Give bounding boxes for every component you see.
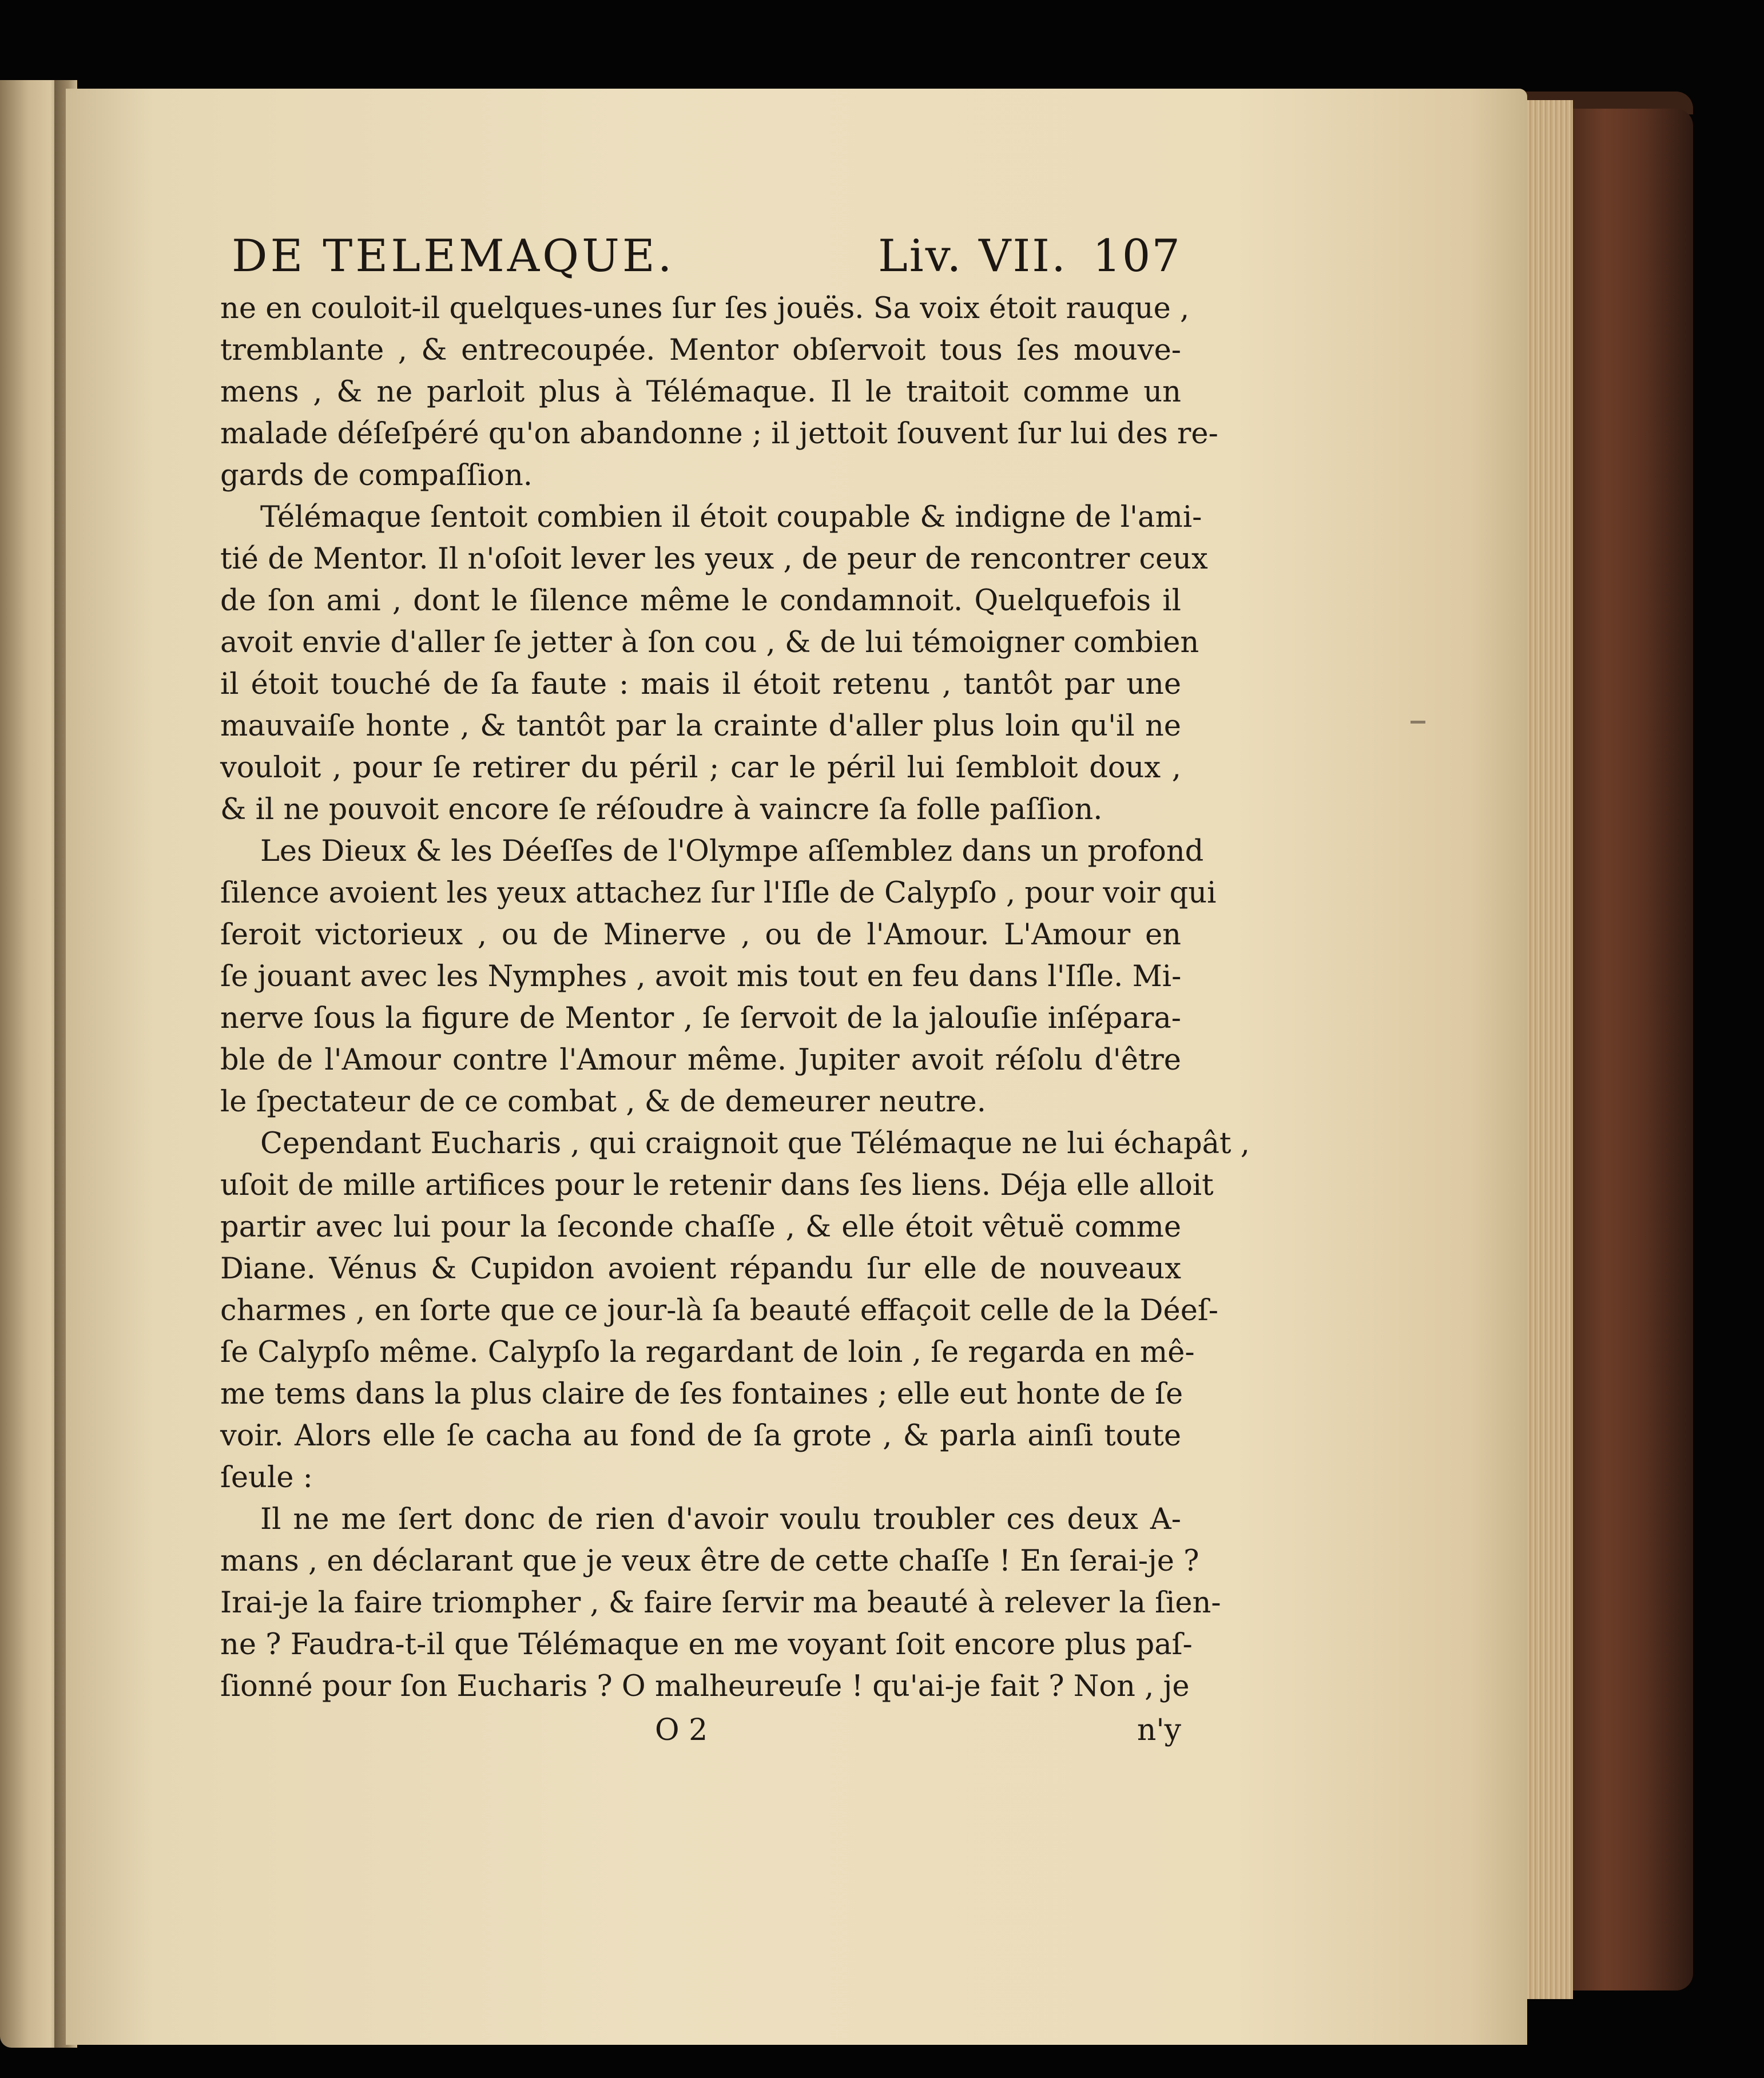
text-line: avoit envie d'aller ſe jetter à ſon cou , & de lui témoigner combien [220,626,1199,659]
page-number: 107 [1092,231,1181,282]
text-line: Les Dieux & les Déeſſes de l'Olympe aſſemblez dans un profond [260,835,1204,868]
text-line: mans , en déclarant que je veux être de cette chaſſe ! En ſerai-je ? [220,1544,1199,1578]
running-title: DE TELEMAQUE. [232,231,675,282]
signature-mark: O 2 [655,1713,708,1747]
text-line: charmes , en ſorte que ce jour-là ſa beauté effaçoit celle de la Déeſ- [220,1294,1219,1328]
previous-page-edge [0,80,63,2048]
page-text-block [220,220,1250,1759]
text-line: ſe jouant avec les Nymphes , avoit mis tout en feu dans l'Iſle. Mi- [220,960,1182,994]
text-line: Irai-je la faire triompher , & faire ſervir ma beauté à relever la ſien- [220,1586,1221,1620]
text-line: Il ne me ſert donc de rien d'avoir voulu troubler ces deux A- [260,1503,1181,1536]
text-line: mauvaiſe honte , & tantôt par la crainte d'aller plus loin qu'il ne [220,709,1181,743]
text-line: malade déſeſpéré qu'on abandonne ; il jettoit ſouvent ſur lui des re- [220,417,1218,451]
text-line: & il ne pouvoit encore ſe réſoudre à vaincre ſa folle paſſion. [220,793,1103,827]
text-line: Télémaque ſentoit combien il étoit coupable & indigne de l'ami- [260,500,1202,534]
catchword: n'y [1137,1713,1181,1747]
text-line: de ſon ami , dont le ſilence même le condamnoit. Quelquefois il [220,584,1181,618]
text-line: ſeroit victorieux , ou de Minerve , ou de l'Amour. L'Amour en [220,918,1181,952]
text-line: partir avec lui pour la ſeconde chaſſe , & elle étoit vêtuë comme [220,1210,1181,1244]
running-header [220,220,1181,288]
text-line: le ſpectateur de ce combat , & de demeurer neutre. [220,1085,986,1119]
text-line: voir. Alors elle ſe cacha au fond de ſa grote , & parla ainſi toute [220,1419,1181,1453]
page-edges [1521,100,1573,1999]
text-line: nerve ſous la figure de Mentor , ſe ſervoit de la jalouſie inſépara- [220,1002,1181,1035]
text-line: ble de l'Amour contre l'Amour même. Jupiter avoit réſolu d'être [220,1043,1181,1077]
text-line: ſeule : [220,1461,313,1495]
text-line: il étoit touché de ſa faute : mais il étoit retenu , tantôt par une [220,667,1181,701]
text-line: gards de compaſſion. [220,459,533,492]
text-line: ſionné pour ſon Eucharis ? O malheureuſe ! qu'ai-je fait ? Non , je [220,1670,1190,1703]
text-line: ne ? Faudra-t-il que Télémaque en me voyant ſoit encore plus paſ- [220,1628,1193,1662]
text-line: ne en couloit-il quelques-unes ſur ſes jouës. Sa voix étoit rauque , [220,292,1190,325]
text-line: ſilence avoient les yeux attachez ſur l'Iſle de Calypſo , pour voir qui [220,876,1217,910]
text-line: Cependant Eucharis , qui craignoit que Télémaque ne lui échapât , [260,1127,1250,1161]
page-footer [220,1713,1181,1759]
text-line: mens , & ne parloit plus à Télémaque. Il le traitoit comme un [220,375,1181,409]
text-line: ſe Calypſo même. Calypſo la regardant de loin , ſe regarda en mê- [220,1336,1195,1369]
book-binding [1567,109,1693,1990]
text-line: uſoit de mille artifices pour le retenir dans ſes liens. Déja elle alloit [220,1169,1214,1202]
text-line: vouloit , pour ſe retirer du péril ; car le péril lui ſembloit doux , [220,751,1181,785]
text-line: Diane. Vénus & Cupidon avoient répandu ſur elle de nouveaux [220,1252,1181,1286]
text-line: tié de Mentor. Il n'oſoit lever les yeux , de peur de rencontrer ceux [220,542,1208,576]
text-line: tremblante , & entrecoupée. Mentor obſervoit tous ſes mouve- [220,333,1181,367]
body-text [220,288,1250,1707]
margin-mark [1411,721,1425,724]
book-number: Liv. VII. [878,231,1067,282]
text-line: me tems dans la plus claire de ſes fontaines ; elle eut honte de ſe [220,1377,1183,1411]
